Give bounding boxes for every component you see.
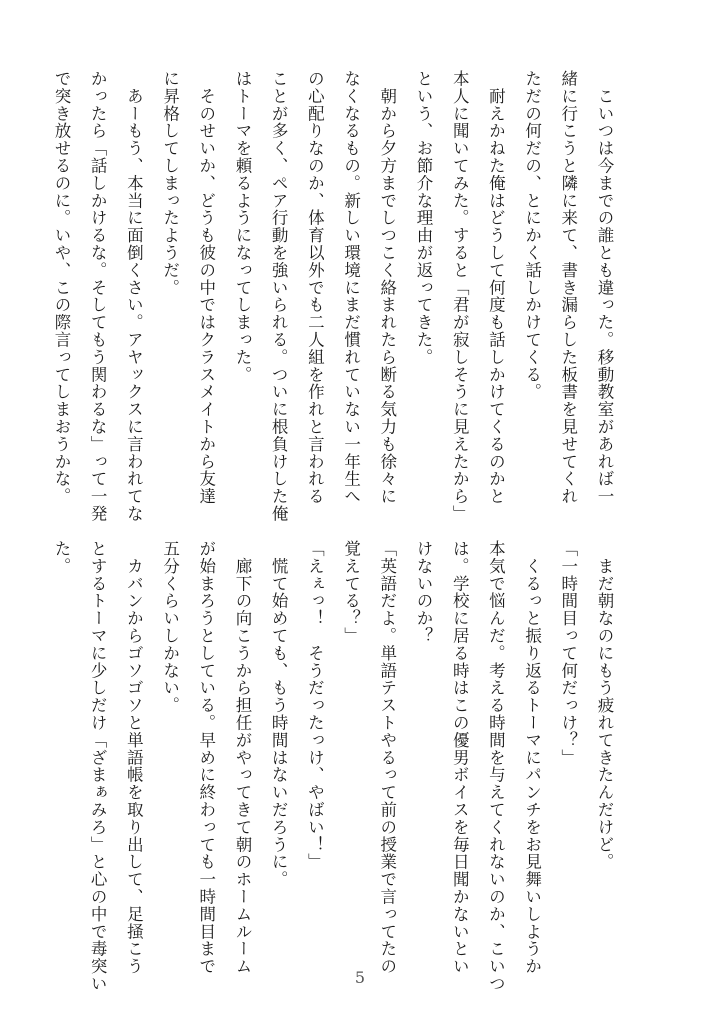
text-line: 廊下の向こうから担任がやってきて朝のホームルーム — [232, 540, 252, 975]
text-line: くるっと振り返るトーマにパンチをお見舞いしようか — [522, 540, 542, 975]
text-line: 「英語だよ。単語テストやるって前の授業で言ってたの — [377, 540, 397, 975]
text-line: ことが多く、ペア行動を強いられる。ついに根負けした俺 — [269, 70, 289, 523]
text-line: ただの何だの、とにかく話しかけてくる。 — [522, 70, 542, 401]
text-line: 「一時間目って何だっけ？」 — [558, 540, 578, 767]
text-line: とするトーマに少しだけ「ざまぁみろ」と心の中で毒突い — [88, 540, 108, 993]
text-line: た。 — [51, 540, 71, 575]
text-line: は。学校に居る時はこの優男ボイスを毎日聞かないとい — [450, 540, 470, 975]
text-line: 五分くらいしかない。 — [160, 540, 180, 714]
text-line: 覚えてる？」 — [341, 540, 361, 645]
text-line: 本気で悩んだ。考える時間を与えてくれないのか、こいつ — [486, 540, 506, 993]
text-block-lower — [43, 540, 622, 993]
text-line: カバンからゴソゴソと単語帳を取り出して、足掻こう — [124, 540, 144, 975]
text-line: あーもう、本当に面倒くさい。アヤックスに言われてな — [124, 70, 144, 523]
text-line: が始まろうとしている。早めに終わっても一時間目まで — [196, 540, 216, 975]
text-line: かったら「話しかけるな。そしてもう関わるな」って一発 — [88, 70, 108, 523]
text-line: まだ朝なのにもう疲れてきたんだけど。 — [595, 540, 614, 871]
text-line: こいつは今までの誰とも違った。移動教室があれば一 — [595, 70, 614, 505]
text-line: なくなるもの。新しい環境にまだ慣れていない一年生へ — [341, 70, 361, 505]
text-line: で突き放せるのに。いや、この際言ってしまおうかな。 — [51, 70, 71, 505]
text-line: 朝から夕方までしつこく絡まれたら断る気力も徐々に — [377, 70, 397, 505]
text-block-upper — [43, 70, 622, 523]
text-line: けないのか？ — [413, 540, 433, 645]
text-line: はトーマを頼るようになってしまった。 — [232, 70, 252, 384]
text-line: の心配りなのか、体育以外でも二人組を作れと言われる — [305, 70, 325, 505]
text-line: に昇格してしまったようだ。 — [160, 70, 180, 297]
text-line: 耐えかねた俺はどうして何度も話しかけてくるのかと — [486, 70, 506, 505]
text-line: そのせいか、どうも彼の中ではクラスメイトから友達 — [196, 70, 216, 505]
text-line: 本人に聞いてみた。すると「君が寂しそうに見えたから」 — [450, 70, 470, 523]
page-number: 5 — [354, 968, 366, 987]
text-line: 「えぇっ！ そうだったっけ、やばい！」 — [305, 540, 325, 871]
text-line: 緒に行こうと隣に来て、書き漏らした板書を見せてくれ — [558, 70, 578, 505]
text-line: という、お節介な理由が返ってきた。 — [413, 70, 433, 366]
text-line: 慌て始めても、もう時間はないだろうに。 — [269, 540, 289, 888]
